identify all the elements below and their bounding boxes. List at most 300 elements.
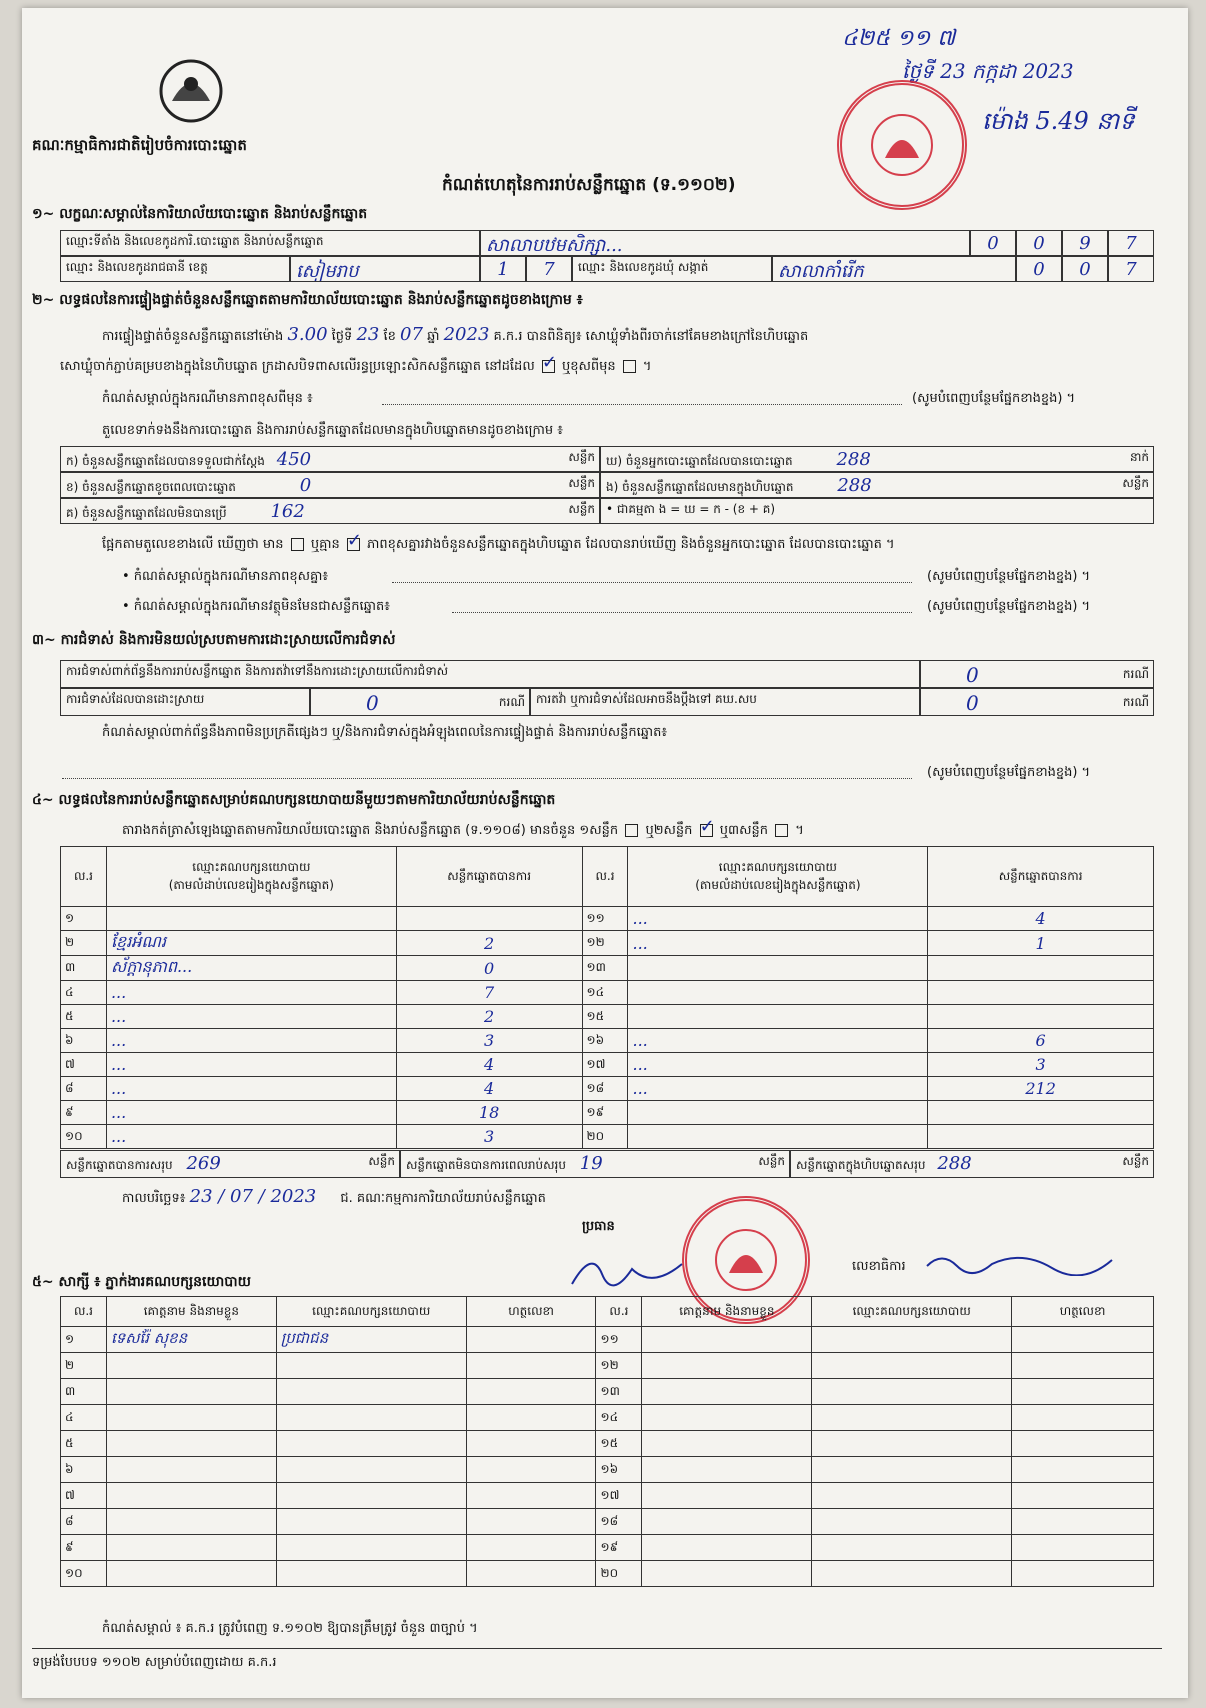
total-box-cell <box>790 1150 1154 1178</box>
party-name: ... <box>106 1029 396 1053</box>
verify-text: ឬខុសពីមុន <box>561 359 616 374</box>
total-invalid-cell <box>400 1150 790 1178</box>
row-number: ៣ <box>61 956 107 981</box>
tally-sheet-line: តារាងកត់ត្រាសំឡេងឆ្នោតតាមការិយាល័យបោះឆ្នោត និងរាប់សន្លឹកឆ្នោត (ទ.១១០៨) មានចំនួន ១សន្លឹក ឬ២សន្លឹក ✓ ឬ៣សន្លឹក ។ <box>122 822 804 841</box>
col-name: គោត្តនាម និងនាមខ្លួន <box>642 1297 812 1327</box>
stamp-icon <box>837 80 967 210</box>
witness-party <box>812 1561 1012 1587</box>
witness-signature <box>1012 1483 1154 1509</box>
witness-name <box>106 1379 276 1405</box>
witness-party <box>276 1405 466 1431</box>
table-row <box>61 1077 1154 1101</box>
figure-label: គ) ចំនួនសន្លឹកឆ្នោតដែលមិនបានប្រើ <box>66 506 227 520</box>
vote-count: 2 <box>396 1005 582 1029</box>
unit-label: ករណី <box>498 695 525 709</box>
party-name: ... <box>106 1077 396 1101</box>
tally-text: ឬ៣សន្លឹក <box>719 823 768 838</box>
chair-signature <box>562 1244 702 1294</box>
witness-signature <box>466 1483 596 1509</box>
col-signature: ហត្ថលេខា <box>1012 1297 1154 1327</box>
dotted-line <box>62 778 912 779</box>
vote-count: 1 <box>928 931 1154 956</box>
two-sheets-checkbox[interactable] <box>700 824 713 837</box>
figure-row <box>600 498 1154 524</box>
row-number: ១៩ <box>596 1535 642 1561</box>
vote-count: 4 <box>396 1077 582 1101</box>
verify-month: 07 <box>400 324 423 345</box>
witness-signature <box>1012 1535 1154 1561</box>
row-number: ៧ <box>61 1483 107 1509</box>
verify-year: 2023 <box>443 324 490 345</box>
witness-name: ទេសរ៉ែ សុខន <box>106 1327 276 1353</box>
objection-count: 0 <box>966 663 979 687</box>
section1-heading: ១~ លក្ខណៈសម្គាល់នៃការិយាល័យបោះឆ្នោត និងរាប់សន្លឹកឆ្នោត <box>32 206 368 222</box>
row-number: ២ <box>61 1353 107 1379</box>
appeal-count: 0 <box>966 691 979 715</box>
row-number: ៦ <box>61 1029 107 1053</box>
verify-time: 3.00 <box>287 324 328 345</box>
vote-count <box>928 956 1154 981</box>
witness-party <box>276 1431 466 1457</box>
table-row <box>61 1483 1154 1509</box>
row-number: ៧ <box>61 1053 107 1077</box>
witness-name <box>642 1535 812 1561</box>
figure-formula: • ជាគម្មតា ង = ឃ = ក - (ខ + គ) <box>606 502 776 516</box>
row-number: ១ <box>61 907 107 931</box>
col-votes: សន្លឹកឆ្នោតបានការ <box>396 847 582 907</box>
irregularity-note: កំណត់សម្គាល់ពាក់ព័ន្ធនឹងភាពមិនប្រក្រតីផ្សេងៗ ឬ/និងការជំទាស់ក្នុងអំឡុងពេលនៃការផ្ទៀងផ្ទាត់ និងការរាប់សន្លឹកឆ្នោត៖ <box>102 725 668 740</box>
party-name: ... <box>628 907 928 931</box>
total-valid-cell <box>60 1150 400 1178</box>
section5-heading: ៥~ សាក្សី ៖ ភ្នាក់ងារគណបក្សនយោបាយ <box>32 1274 251 1290</box>
vote-count <box>928 1005 1154 1029</box>
figure-value: 162 <box>270 501 305 522</box>
col-party <box>628 847 928 907</box>
party-name: ... <box>628 1053 928 1077</box>
witness-signature <box>1012 1509 1154 1535</box>
total-invalid-label: សន្លឹកឆ្នោតមិនបានការពេលរាប់សរុប <box>406 1158 566 1172</box>
table-row <box>61 1029 1154 1053</box>
witness-name <box>642 1379 812 1405</box>
has-diff-checkbox[interactable] <box>291 538 304 551</box>
compare-text: ភាពខុសគ្នារវាងចំនួនសន្លឹកឆ្នោតក្នុងហិបឆ្នោត ដែលបានរាប់ឃើញ និងចំនួនអ្នកបោះឆ្នោត ដែលបានបោះឆ្នោត ។ <box>367 537 895 552</box>
party-name <box>628 1125 928 1149</box>
figure-unit: សន្លឹក <box>1122 476 1149 490</box>
changed-checkbox[interactable] <box>623 360 636 373</box>
form-reference: ទម្រង់បែបបទ ១១០២ សម្រាប់បំពេញដោយ គ.ក.រ <box>32 1655 277 1670</box>
province-code-digit: 1 <box>480 256 526 282</box>
date-value: 23 / 07 / 2023 <box>189 1186 317 1207</box>
site-code-digit: 0 <box>970 230 1016 256</box>
witness-signature <box>466 1327 596 1353</box>
witness-party <box>276 1483 466 1509</box>
section4-heading: ៤~ លទ្ធផលនៃការរាប់សន្លឹកឆ្នោតសម្រាប់គណបក្សនយោបាយនីមួយៗតាមការិយាល័យរាប់សន្លឹកឆ្នោត <box>32 792 556 808</box>
org-name: គណៈកម្មាធិការជាតិរៀបចំការបោះឆ្នោត <box>32 136 247 154</box>
document-sheet <box>22 8 1188 1698</box>
verify-text: ខែ <box>383 329 396 344</box>
witness-name <box>106 1457 276 1483</box>
party-name: ខ្មែរអំណរ <box>106 931 396 956</box>
objection-count-cell <box>920 660 1154 688</box>
diff-note: • កំណត់សម្គាល់ក្នុងករណីមានភាពខុសគ្នា៖ <box>122 569 329 584</box>
col-party-title: ឈ្មោះគណបក្សនយោបាយ <box>718 859 837 874</box>
witness-signature <box>1012 1457 1154 1483</box>
witness-signature <box>1012 1405 1154 1431</box>
unit-label: ករណី <box>1122 695 1149 709</box>
party-name: ស័ក្តានុភាព... <box>106 956 396 981</box>
row-number: ៣ <box>61 1379 107 1405</box>
vote-count: 2 <box>396 931 582 956</box>
witness-signature <box>466 1431 596 1457</box>
commune-label: ឈ្មោះ និងលេខកូដឃុំ សង្កាត់ <box>572 256 772 282</box>
vote-count <box>928 981 1154 1005</box>
col-party: ឈ្មោះគណបក្សនយោបាយ <box>812 1297 1012 1327</box>
compare-text: ឬគ្មាន <box>310 537 340 552</box>
table-row <box>61 981 1154 1005</box>
emblem-icon <box>152 56 230 126</box>
figure-label: ក) ចំនួនសន្លឹកឆ្នោតដែលបានទទួលជាក់ស្តែង <box>66 454 265 468</box>
col-party-title: ឈ្មោះគណបក្សនយោបាយ <box>192 859 311 874</box>
row-number: ៨ <box>61 1077 107 1101</box>
witness-signature <box>1012 1353 1154 1379</box>
object-note: • កំណត់សម្គាល់ក្នុងករណីមានវត្ថុមិនមែនជាសន្លឹកឆ្នោត៖ <box>122 599 390 614</box>
site-label: ឈ្មោះទីតាំង និងលេខកូដការិ.បោះឆ្នោត និងរាប់សន្លឹកឆ្នោត <box>60 230 480 256</box>
party-name: ... <box>628 1029 928 1053</box>
figure-row <box>60 498 600 524</box>
row-number: ៩ <box>61 1101 107 1125</box>
party-name: ... <box>106 981 396 1005</box>
no-diff-checkbox[interactable] <box>347 538 360 551</box>
row-number: ១១ <box>582 907 628 931</box>
table-row <box>61 931 1154 956</box>
row-number: ១៣ <box>596 1379 642 1405</box>
witness-signature <box>466 1561 596 1587</box>
party-name <box>628 981 928 1005</box>
party-name: ... <box>106 1125 396 1149</box>
col-no: ល.រ <box>596 1297 642 1327</box>
table-row <box>61 1327 1154 1353</box>
row-number: ១១ <box>596 1327 642 1353</box>
total-invalid: 19 <box>579 1153 603 1174</box>
resolved-label: ការជំទាស់ដែលបានដោះស្រាយ <box>60 688 310 716</box>
site-code-digit: 7 <box>1108 230 1154 256</box>
resolved-count: 0 <box>366 691 379 715</box>
row-number: ៨ <box>61 1509 107 1535</box>
party-name <box>628 1101 928 1125</box>
commune-code-digit: 0 <box>1062 256 1108 282</box>
verify-text: ឆ្នាំ <box>427 329 440 344</box>
row-number: ១៦ <box>596 1457 642 1483</box>
footer-note: កំណត់សម្គាល់ ៖ គ.ក.រ ត្រូវបំពេញ ទ.១១០២ ឱ្យបានត្រឹមត្រូវ ចំនួន ៣ច្បាប់ ។ <box>102 1621 478 1636</box>
province-label: ឈ្មោះ និងលេខកូដរាជធានី ខេត្ត <box>60 256 290 282</box>
witness-party <box>812 1535 1012 1561</box>
table-row <box>61 1457 1154 1483</box>
compare-line <box>102 536 895 555</box>
witness-table <box>60 1296 1154 1587</box>
witness-signature <box>1012 1327 1154 1353</box>
unit-label: សន្លឹក <box>758 1154 785 1168</box>
col-signature: ហត្ថលេខា <box>466 1297 596 1327</box>
vote-count: 6 <box>928 1029 1154 1053</box>
appeal-label: ការតវ៉ា ឬការជំទាស់ដែលអាចនឹងប្តឹងទៅ គឃ.សប <box>530 688 920 716</box>
party-name: ... <box>106 1005 396 1029</box>
commune-code-digit: 0 <box>1016 256 1062 282</box>
row-number: ១៣ <box>582 956 628 981</box>
table-row <box>61 1005 1154 1029</box>
witness-party <box>276 1509 466 1535</box>
table-row <box>61 907 1154 931</box>
row-number: ២ <box>61 931 107 956</box>
figure-row <box>600 472 1154 498</box>
fill-more-text: (សូមបំពេញបន្ថែមផ្នែកខាងខ្នង) ។ <box>912 391 1076 406</box>
row-number: ១៨ <box>596 1509 642 1535</box>
row-number: ១៦ <box>582 1029 628 1053</box>
vote-count: 212 <box>928 1077 1154 1101</box>
table-row <box>61 1353 1154 1379</box>
witness-party <box>812 1379 1012 1405</box>
witness-party <box>812 1327 1012 1353</box>
row-number: ៩ <box>61 1535 107 1561</box>
witness-party <box>276 1379 466 1405</box>
figure-row <box>600 446 1154 472</box>
date-line <box>122 1186 546 1209</box>
verify-text: គ.ក.រ បានពិនិត្យ៖ សោឃ្លុំទាំងពីរចាក់នៅគែមខាងក្រៅនៃហិបឆ្នោត <box>493 329 809 344</box>
table-row <box>61 1509 1154 1535</box>
witness-name <box>642 1353 812 1379</box>
witness-party <box>276 1457 466 1483</box>
figure-label: ខ) ចំនួនសន្លឹកឆ្នោតខូចពេលបោះឆ្នោត <box>66 480 236 494</box>
table-row <box>61 1379 1154 1405</box>
resolved-count-cell <box>310 688 530 716</box>
witness-name <box>642 1327 812 1353</box>
three-sheets-checkbox[interactable] <box>775 824 788 837</box>
witness-party <box>812 1353 1012 1379</box>
row-number: ១២ <box>582 931 628 956</box>
col-no: ល.រ <box>61 847 107 907</box>
unit-label: សន្លឹក <box>368 1154 395 1168</box>
row-number: ១៥ <box>596 1431 642 1457</box>
witness-party <box>812 1405 1012 1431</box>
row-number: ១៩ <box>582 1101 628 1125</box>
witness-signature <box>1012 1561 1154 1587</box>
witness-name <box>642 1405 812 1431</box>
party-name: ... <box>106 1053 396 1077</box>
row-number: ១៧ <box>582 1053 628 1077</box>
verify-line-1 <box>102 324 808 347</box>
party-name <box>628 1005 928 1029</box>
row-number: ៤ <box>61 981 107 1005</box>
witness-signature <box>466 1405 596 1431</box>
col-name: គោត្តនាម និងនាមខ្លួន <box>106 1297 276 1327</box>
date-label: កាលបរិច្ឆេទ៖ <box>122 1191 186 1206</box>
vote-count <box>928 1125 1154 1149</box>
witness-name <box>106 1509 276 1535</box>
row-number: ១៤ <box>582 981 628 1005</box>
table-row <box>61 1431 1154 1457</box>
col-votes: សន្លឹកឆ្នោតបានការ <box>928 847 1154 907</box>
tally-text: ឬ២សន្លឹក <box>645 823 693 838</box>
dotted-line <box>392 582 912 583</box>
fill-more-text: (សូមបំពេញបន្ថែមផ្នែកខាងខ្នង) ។ <box>927 599 1091 614</box>
party-name <box>106 907 396 931</box>
dotted-line <box>452 612 912 613</box>
col-party <box>106 847 396 907</box>
figure-label: ឃ) ចំនួនអ្នកបោះឆ្នោតដែលបានបោះឆ្នោត <box>606 454 793 468</box>
party-name: ... <box>628 931 928 956</box>
verify-text: សោឃ្លុំចាក់ភ្ជាប់គម្របខាងក្នុងនៃហិបឆ្នោត ក្រដាសបិទពាសលើរន្ធប្រឡោះសិកសន្លឹកឆ្នោត នៅដដែល <box>60 359 535 374</box>
vote-count: 3 <box>928 1053 1154 1077</box>
province-value: សៀមរាប <box>290 256 480 282</box>
figure-unit: សន្លឹក <box>568 502 595 516</box>
witness-name <box>106 1561 276 1587</box>
witness-signature <box>1012 1379 1154 1405</box>
table-row <box>61 1405 1154 1431</box>
province-code-digit: 7 <box>526 256 572 282</box>
party-name: ... <box>106 1101 396 1125</box>
verify-text: ថ្ងៃទី <box>331 329 353 344</box>
results-table <box>60 846 1154 1149</box>
witness-name <box>642 1561 812 1587</box>
received-note-1: ៤២៥ ១១ ៧ <box>842 26 956 51</box>
row-number: ៦ <box>61 1457 107 1483</box>
col-party: ឈ្មោះគណបក្សនយោបាយ <box>276 1297 466 1327</box>
commune-value: សាលាកាំរើក <box>772 256 1016 282</box>
figure-row <box>60 472 600 498</box>
witness-party <box>812 1509 1012 1535</box>
section3-heading: ៣~ ការជំទាស់ និងការមិនយល់ស្របតាមការដោះស្រាយលើការជំទាស់ <box>32 632 396 648</box>
tally-text: តារាងកត់ត្រាសំឡេងឆ្នោតតាមការិយាល័យបោះឆ្នោត និងរាប់សន្លឹកឆ្នោត (ទ.១១០៨) មានចំនួន ១សន្លឹក <box>122 823 619 838</box>
chair-label: ប្រធាន <box>582 1219 615 1234</box>
site-code-digit: 9 <box>1062 230 1108 256</box>
table-row <box>61 956 1154 981</box>
vote-count: 4 <box>928 907 1154 931</box>
site-value: សាលាបឋមសិក្សា... <box>480 230 970 256</box>
witness-signature <box>466 1509 596 1535</box>
witness-party <box>812 1457 1012 1483</box>
verify-line-2: សោឃ្លុំចាក់ភ្ជាប់គម្របខាងក្នុងនៃហិបឆ្នោត ក្រដាសបិទពាសលើរន្ធប្រឡោះសិកសន្លឹកឆ្នោត នៅដដែល ✓ ឬខុសពីមុន ។ <box>60 358 651 377</box>
witness-name <box>642 1509 812 1535</box>
witness-party <box>812 1483 1012 1509</box>
vote-count <box>928 1101 1154 1125</box>
row-number: ១២ <box>596 1353 642 1379</box>
unchanged-checkbox[interactable] <box>542 360 555 373</box>
row-number: ៥ <box>61 1005 107 1029</box>
received-note-2: ថ្ងៃទី 23 កក្កដា 2023 <box>902 59 1074 83</box>
committee-label: ជ. គណៈកម្មការការិយាល័យរាប់សន្លឹកឆ្នោត <box>340 1191 546 1206</box>
witness-signature <box>466 1379 596 1405</box>
witness-name <box>106 1353 276 1379</box>
col-no: ល.រ <box>582 847 628 907</box>
table-row <box>61 1561 1154 1587</box>
site-code-digit: 0 <box>1016 230 1062 256</box>
witness-name <box>642 1431 812 1457</box>
row-number: ១៤ <box>596 1405 642 1431</box>
witness-name <box>106 1405 276 1431</box>
row-number: ៤ <box>61 1405 107 1431</box>
section2-heading: ២~ លទ្ធផលនៃការផ្ទៀងផ្ទាត់ចំនួនសន្លឹកឆ្នោតតាមការិយាល័យបោះឆ្នោត និងរាប់សន្លឹកឆ្នោតដូចខាងក្រោម ៖ <box>32 292 583 308</box>
dotted-line <box>382 404 902 405</box>
figure-value: 0 <box>299 475 312 496</box>
fill-more-text: (សូមបំពេញបន្ថែមផ្នែកខាងខ្នង) ។ <box>927 765 1091 780</box>
vote-count <box>396 907 582 931</box>
row-number: ២០ <box>582 1125 628 1149</box>
page-title: កំណត់ហេតុនៃការរាប់សន្លឹកឆ្នោត (ទ.១១០២) <box>442 175 736 195</box>
row-number: ១៧ <box>596 1483 642 1509</box>
figure-value: 450 <box>276 449 312 470</box>
row-number: ២០ <box>596 1561 642 1587</box>
figure-unit: សន្លឹក <box>568 476 595 490</box>
figure-row <box>60 446 600 472</box>
party-name <box>628 956 928 981</box>
vote-count: 3 <box>396 1125 582 1149</box>
divider <box>32 1648 1162 1649</box>
one-sheet-checkbox[interactable] <box>625 824 638 837</box>
figures-intro: តួលេខទាក់ទងនឹងការបោះឆ្នោត និងការរាប់សន្លឹកឆ្នោតដែលមានក្នុងហិបឆ្នោតមានដូចខាងក្រោម ៖ <box>102 423 563 438</box>
vote-count: 3 <box>396 1029 582 1053</box>
appeal-count-cell <box>920 688 1154 716</box>
vote-count: 7 <box>396 981 582 1005</box>
col-no: ល.រ <box>61 1297 107 1327</box>
verify-day: 23 <box>356 324 380 345</box>
table-row <box>61 1535 1154 1561</box>
figure-value: 288 <box>837 475 872 496</box>
row-number: ១៥ <box>582 1005 628 1029</box>
total-box: 288 <box>937 1153 972 1174</box>
party-name: ... <box>628 1077 928 1101</box>
vote-count: 18 <box>396 1101 582 1125</box>
table-row <box>61 1125 1154 1149</box>
total-valid-label: សន្លឹកឆ្នោតបានការសរុប <box>66 1158 173 1172</box>
row-number: ១ <box>61 1327 107 1353</box>
vote-count: 4 <box>396 1053 582 1077</box>
witness-name <box>642 1483 812 1509</box>
witness-name <box>642 1457 812 1483</box>
table-row <box>61 1053 1154 1077</box>
witness-party <box>276 1353 466 1379</box>
total-valid: 269 <box>186 1153 221 1174</box>
witness-name <box>106 1483 276 1509</box>
row-number: ១៨ <box>582 1077 628 1101</box>
fill-more-text: (សូមបំពេញបន្ថែមផ្នែកខាងខ្នង) ។ <box>927 569 1091 584</box>
figure-value: 288 <box>836 449 871 470</box>
compare-text: ផ្អែកតាមតួលេខខាងលើ ឃើញថា មាន <box>102 537 284 552</box>
secretary-label: លេខាធិការ <box>852 1259 906 1274</box>
objection-label: ការជំទាស់ពាក់ព័ន្ធនឹងការរាប់សន្លឹកឆ្នោត និងការតវ៉ាទៅនឹងការដោះស្រាយលើការជំទាស់ <box>60 660 920 688</box>
witness-party: ប្រជាជន <box>276 1327 466 1353</box>
total-box-label: សន្លឹកឆ្នោតក្នុងហិបឆ្នោតសរុប <box>796 1158 926 1172</box>
witness-signature <box>466 1535 596 1561</box>
witness-name <box>106 1535 276 1561</box>
row-number: ៥ <box>61 1431 107 1457</box>
row-number: ១០ <box>61 1125 107 1149</box>
figure-unit: សន្លឹក <box>568 450 595 464</box>
witness-signature <box>1012 1431 1154 1457</box>
figure-unit: នាក់ <box>1129 450 1149 464</box>
figure-label: ង) ចំនួនសន្លឹកឆ្នោតដែលមានក្នុងហិបឆ្នោត <box>606 480 794 494</box>
witness-party <box>812 1431 1012 1457</box>
received-note-3: ម៉ោង 5.49 នាទី <box>982 107 1135 135</box>
secretary-signature <box>922 1246 1122 1276</box>
col-party-sub: (តាមលំដាប់លេខរៀងក្នុងសន្លឹកឆ្នោត) <box>168 877 334 892</box>
witness-party <box>276 1535 466 1561</box>
diff-note-label: កំណត់សម្គាល់ក្នុងករណីមានភាពខុសពីមុន ៖ <box>102 391 313 406</box>
row-number: ១០ <box>61 1561 107 1587</box>
verify-text: ការផ្ទៀងផ្ទាត់ចំនួនសន្លឹកឆ្នោតនៅម៉ោង <box>102 329 284 344</box>
vote-count: 0 <box>396 956 582 981</box>
witness-signature <box>466 1457 596 1483</box>
witness-signature <box>466 1353 596 1379</box>
unit-label: ករណី <box>1122 667 1149 681</box>
